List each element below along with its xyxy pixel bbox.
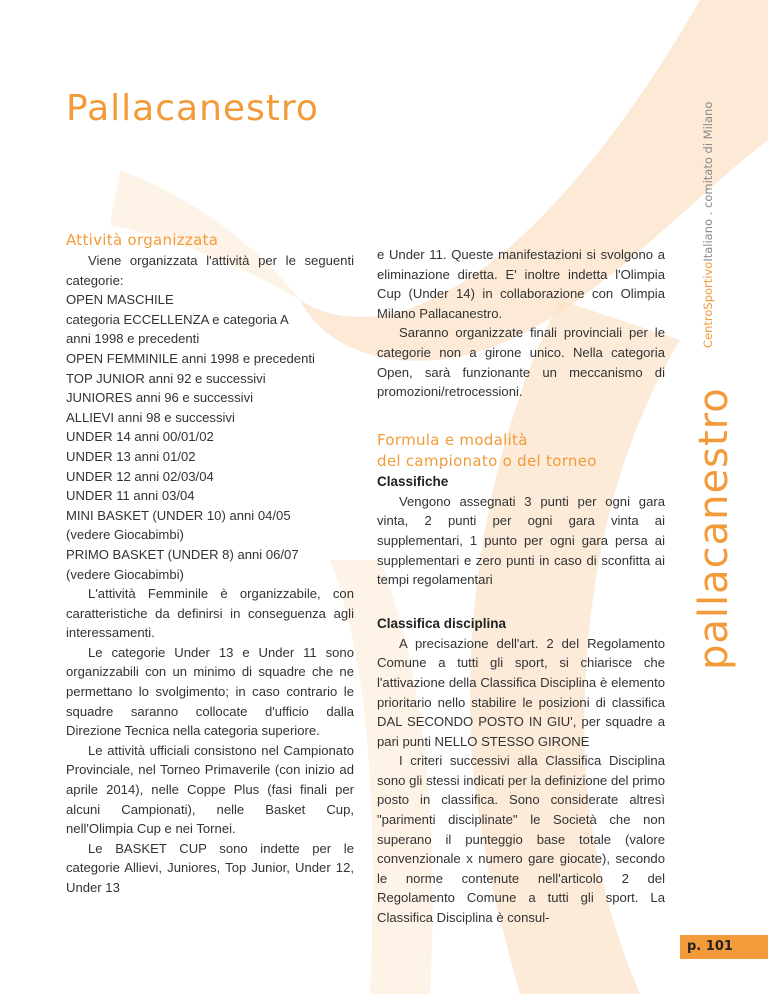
page-number: p. 101 (680, 935, 768, 959)
heading-formula-line1: Formula e modalità (377, 430, 528, 449)
subheading-classifiche: Classifiche (377, 473, 449, 489)
list-item: OPEN FEMMINILE anni 1998 e precedenti (66, 350, 315, 366)
sidebar-big-text: pallacanestro (691, 387, 737, 670)
paragraph: Le categorie Under 13 e Under 11 sono organizzabili con un minimo di squadre che ne permettano lo svolgimento; in caso contrario le squadre saranno collocate d'ufficio dalla Direzione Tecnica nella categoria superiore. (66, 644, 354, 739)
left-column (66, 230, 354, 898)
list-item: ALLIEVI anni 98 e successivi (66, 409, 235, 425)
list-item: categoria ECCELLENZA e categoria A (66, 311, 289, 327)
list-item: UNDER 12 anni 02/03/04 (66, 468, 214, 484)
paragraph: Saranno organizzate finali provinciali per le categorie non a girone unico. Nella categoria Open, sarà funzionante un meccanismo di promozioni/retrocessioni. (377, 325, 665, 400)
category-list (66, 290, 354, 584)
intro-paragraph: Viene organizzata l'attività per le seguenti categorie: (66, 253, 354, 288)
sidebar-brand (683, 0, 723, 355)
heading-attivita: Attività organizzata (66, 231, 219, 249)
heading-formula-line2: del campionato o del torneo (377, 451, 597, 470)
list-item: UNDER 11 anni 03/04 (66, 488, 195, 504)
list-item: anni 1998 e precedenti (66, 331, 200, 347)
brand-orange: CentroSportivo (701, 261, 715, 348)
right-column (377, 245, 665, 928)
subheading-classifica-disciplina: Classifica disciplina (377, 615, 507, 631)
paragraph: A precisazione dell'art. 2 del Regolamento Comune a tutti gli sport, si chiarisce che l'attivazione della Classifica Disciplina è elemento prioritario nello stabilire le posizioni di classifica DAL SECONDO POSTO IN GIU', per squadre a pari punti NELLO STESSO GIRONE (377, 635, 665, 749)
list-item: OPEN MASCHILE (66, 292, 174, 308)
list-item: MINI BASKET (UNDER 10) anni 04/05 (66, 507, 291, 523)
paragraph: L'attività Femminile è organizzabile, con caratteristiche da definirsi in conseguenza agli interessamenti. (66, 586, 354, 641)
paragraph: Vengono assegnati 3 punti per ogni gara vinta, 2 punti per ogni gara vinta ai supplementari, 1 punto per ogni gara persa ai supplementari e zero punti in caso di sconfitta ai tempi regolamentari (377, 493, 665, 588)
paragraph: e Under 11. Queste manifestazioni si svolgono a eliminazione diretta. E' inoltre indetta l'Olimpia Cup (Under 14) in collaborazione con Olimpia Milano Pallacanestro. (377, 247, 665, 321)
list-item: UNDER 14 anni 00/01/02 (66, 429, 214, 445)
list-item: PRIMO BASKET (UNDER 8) anni 06/07 (66, 546, 299, 562)
paragraph: Le attività ufficiali consistono nel Campionato Provinciale, nel Torneo Primaverile (con inizio ad aprile 2014), nelle Coppe Plus (fasi finali per alcuni Campionati), nelle Basket Cup, nell'Olimpia Cup e nei Tornei. (66, 742, 354, 837)
list-item: (vedere Giocabimbi) (66, 527, 184, 543)
paragraph: Le BASKET CUP sono indette per le categorie Allievi, Juniores, Top Junior, Under 12, Under 13 (66, 840, 354, 895)
paragraph: I criteri successivi alla Classifica Disciplina sono gli stessi indicati per la definizione del primo posto in classifica. Sono considerate altresì "parimenti disciplinate" le Società che non superano il punteggio base totale (valore convenzionale x numero gare giocate), secondo le norme contenute nell'articolo 2 del Regolamento Comune a tutti gli sport. La Classifica Disciplina è consul- (377, 753, 665, 926)
list-item: (vedere Giocabimbi) (66, 566, 184, 582)
brand-rest: Italiano . comitato di Milano (701, 101, 715, 262)
list-item: JUNIORES anni 96 e successivi (66, 390, 254, 406)
page-title: Pallacanestro (66, 88, 319, 129)
sidebar-section-title (683, 380, 743, 680)
list-item: TOP JUNIOR anni 92 e successivi (66, 370, 266, 386)
list-item: UNDER 13 anni 01/02 (66, 448, 196, 464)
